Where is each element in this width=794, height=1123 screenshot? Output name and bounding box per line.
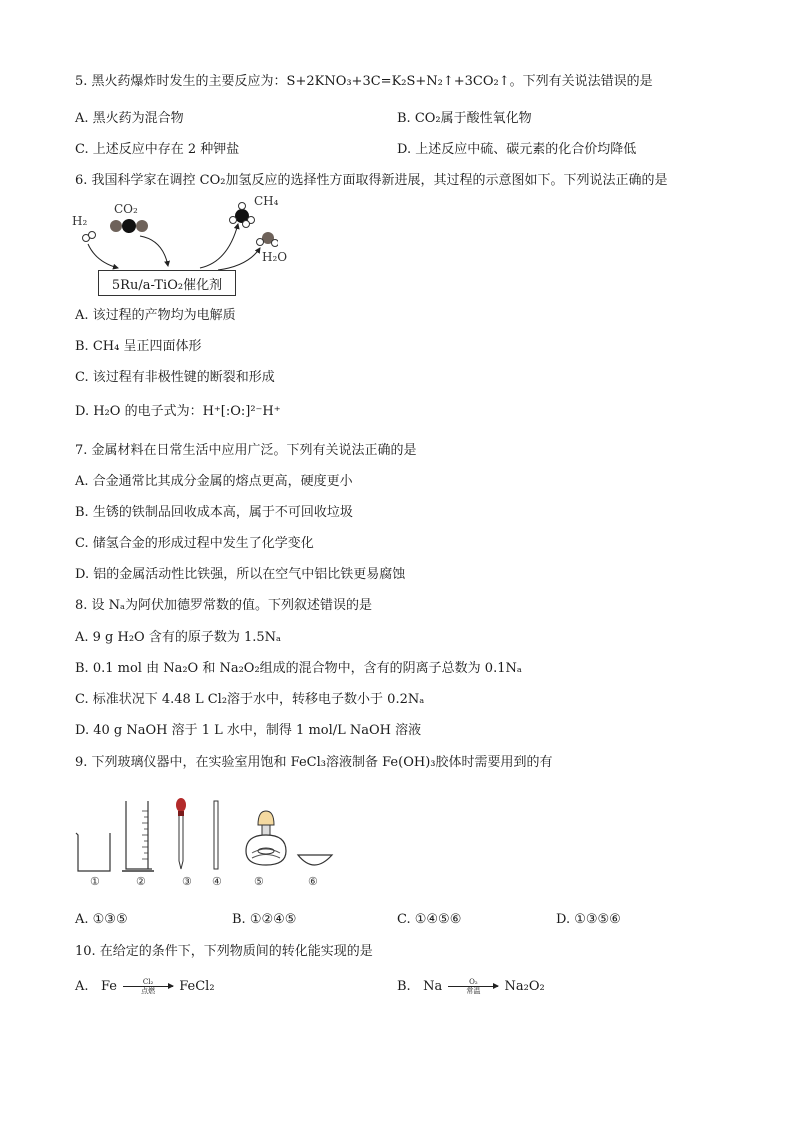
reaction-arrow <box>123 978 173 995</box>
q7-option-a: A. 合金通常比其成分金属的熔点更高，硬度更小 <box>75 474 353 489</box>
arrow-top: Cl₂ <box>142 978 154 986</box>
q10-stem: 10. 在给定的条件下，下列物质间的转化能实现的是 <box>75 944 373 959</box>
q6-option-a: A. 该过程的产物均为电解质 <box>75 308 236 323</box>
q5-option-a: A. 黑火药为混合物 <box>75 111 184 126</box>
o-atom <box>110 220 122 232</box>
electron-formula: H⁺[:O:]²⁻H⁺ <box>202 404 281 419</box>
glass-label-2: ② <box>136 875 146 888</box>
beaker-icon <box>76 833 110 871</box>
q6-option-d-prefix: D. H₂O 的电子式为： <box>75 404 203 419</box>
q7-option-d: D. 铝的金属活动性比铁强，所以在空气中铝比铁更易腐蚀 <box>75 567 406 582</box>
alcohol-lamp-icon <box>246 811 286 865</box>
arrow-shaft <box>123 986 173 987</box>
q6-stem: 6. 我国科学家在调控 CO₂加氢反应的选择性方面取得新进展，其过程的示意图如下。下列说法正确的是 <box>75 173 668 188</box>
q9-option-a: A. ①③⑤ <box>75 912 128 927</box>
q10-option-a <box>75 978 215 996</box>
arrow-ch4-out <box>200 224 238 268</box>
h2-label: H₂ <box>72 214 88 228</box>
c-atom <box>122 219 136 233</box>
q8-option-c: C. 标准状况下 4.48 L Cl₂溶于水中，转移电子数小于 0.2Nₐ <box>75 692 425 707</box>
evaporating-dish-icon <box>298 855 332 865</box>
q5-option-d: D. 上述反应中硫、碳元素的化合价均降低 <box>397 142 637 157</box>
arrow-top: O₂ <box>469 978 478 986</box>
q5-option-b: B. CO₂属于酸性氧化物 <box>397 111 532 126</box>
glass-label-5: ⑤ <box>254 875 264 888</box>
q5-option-c: C. 上述反应中存在 2 种钾盐 <box>75 142 240 157</box>
q6-option-b: B. CH₄ 呈正四面体形 <box>75 339 202 354</box>
glass-label-1: ① <box>90 875 100 888</box>
h-atom <box>89 232 96 239</box>
q10-b-product: Na₂O₂ <box>504 979 545 994</box>
q10-b-label: B. <box>397 979 411 994</box>
q10-option-b <box>397 978 545 996</box>
arrow-co2-in <box>140 236 168 266</box>
arrow-h2o-out <box>218 248 260 270</box>
q6-option-d <box>75 403 281 421</box>
ch4-label: CH₄ <box>254 194 279 208</box>
q8-option-b: B. 0.1 mol 由 Na₂O 和 Na₂O₂组成的混合物中，含有的阴离子总数为 0.1Nₐ <box>75 661 522 676</box>
glassware-svg <box>70 795 340 875</box>
glass-label-3: ③ <box>182 875 192 888</box>
reaction-arrow <box>448 978 498 995</box>
graduated-cylinder-icon <box>122 801 154 871</box>
q7-option-b: B. 生锈的铁制品回收成本高，属于不可回收垃圾 <box>75 505 353 520</box>
glass-rod-icon <box>214 801 218 869</box>
h2o-label: H₂O <box>262 250 288 264</box>
arrow-shaft <box>448 986 498 987</box>
q10-b-reactant: Na <box>423 979 443 994</box>
q8-option-d: D. 40 g NaOH 溶于 1 L 水中，制得 1 mol/L NaOH 溶液 <box>75 723 422 738</box>
catalyst-box: 5Ru/a-TiO₂催化剂 <box>98 270 236 296</box>
o-atom <box>136 220 148 232</box>
h-atom <box>243 221 250 228</box>
q8-stem: 8. 设 Nₐ为阿伏加德罗常数的值。下列叙述错误的是 <box>75 598 373 613</box>
q9-option-c: C. ①④⑤⑥ <box>397 912 462 927</box>
q10-a-label: A. <box>75 979 89 994</box>
arrow-bottom: 点燃 <box>141 987 156 995</box>
q9-option-b: B. ①②④⑤ <box>232 912 297 927</box>
q8-option-a: A. 9 g H₂O 含有的原子数为 1.5Nₐ <box>75 630 282 645</box>
glassware-figure <box>70 795 340 890</box>
arrow-bottom: 常温 <box>466 987 481 995</box>
q9-option-d: D. ①③⑤⑥ <box>556 912 621 927</box>
q10-a-product: FeCl₂ <box>179 979 215 994</box>
q7-stem: 7. 金属材料在日常生活中应用广泛。下列有关说法正确的是 <box>75 443 417 458</box>
h-atom <box>239 203 246 210</box>
q10-a-reactant: Fe <box>100 979 117 994</box>
q7-option-c: C. 储氢合金的形成过程中发生了化学变化 <box>75 536 314 551</box>
dropper-icon <box>176 798 186 869</box>
glass-label-4: ④ <box>212 875 222 888</box>
h-atom <box>257 239 264 246</box>
q5-stem: 5. 黑火药爆炸时发生的主要反应为：S+2KNO₃+3C=K₂S+N₂↑+3CO₂↑。下列有关说法错误的是 <box>75 74 653 89</box>
arrow-h2-in <box>88 244 118 268</box>
h-atom <box>230 217 237 224</box>
q9-stem: 9. 下列玻璃仪器中，在实验室用饱和 FeCl₃溶液制备 Fe(OH)₃胶体时需要用到的有 <box>75 755 553 770</box>
co2-label: CO₂ <box>114 202 138 216</box>
q6-option-c: C. 该过程有非极性键的断裂和形成 <box>75 370 275 385</box>
h-atom <box>272 240 279 247</box>
glass-label-6: ⑥ <box>308 875 318 888</box>
